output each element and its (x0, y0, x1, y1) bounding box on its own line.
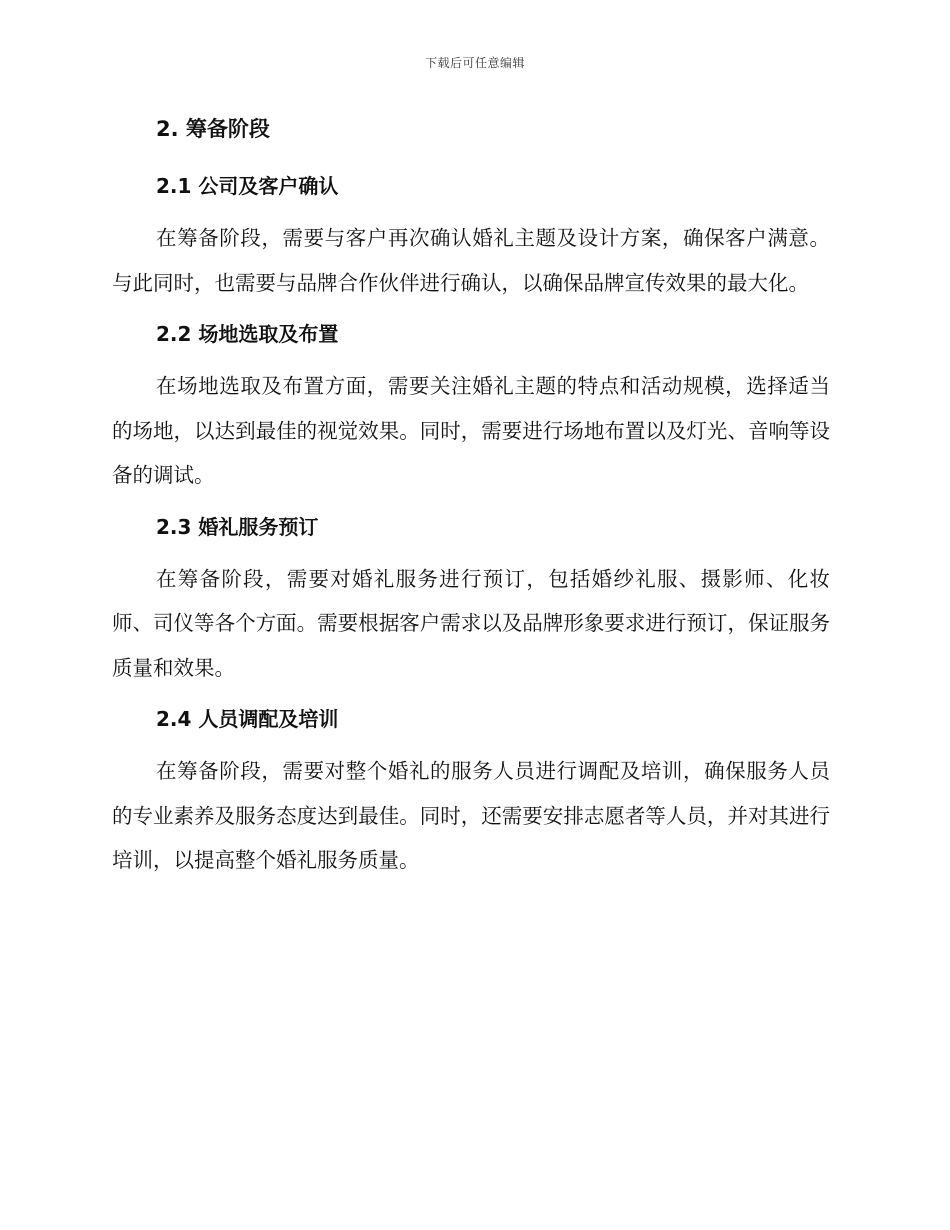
subsection-heading: 2.3 婚礼服务预订 (156, 514, 319, 539)
subsection-2-2 (112, 316, 830, 498)
subsection-2-3 (112, 509, 830, 691)
subsection-heading: 2.2 场地选取及布置 (156, 322, 339, 346)
subsection-heading: 2.4 人员调配及培训 (156, 707, 339, 731)
subsection-2-4 (112, 701, 830, 883)
page-header: 下载后可任意编辑 (424, 56, 525, 70)
subsection-paragraph: 在筹备阶段，需要对婚礼服务进行预订，包括婚纱礼服、摄影师、化妆师、司仪等各个方面。需要根据客户需求以及品牌形象要求进行预订，保证服务质量和效果。 (112, 566, 830, 680)
subsection-2-1 (112, 168, 830, 305)
subsection-heading: 2.1 公司及客户确认 (156, 174, 339, 198)
section-title: 2. 筹备阶段 (156, 117, 270, 141)
subsection-paragraph: 在场地选取及布置方面，需要关注婚礼主题的特点和活动规模，选择适当的场地，以达到最佳的视觉效果。同时，需要进行场地布置以及灯光、音响等设备的调试。 (112, 374, 830, 487)
document-body (112, 110, 830, 883)
subsection-paragraph: 在筹备阶段，需要对整个婚礼的服务人员进行调配及培训，确保服务人员的专业素养及服务态度达到最佳。同时，还需要安排志愿者等人员，并对其进行培训，以提高整个婚礼服务质量。 (112, 759, 830, 872)
subsection-paragraph: 在筹备阶段，需要与客户再次确认婚礼主题及设计方案，确保客户满意。与此同时，也需要与品牌合作伙伴进行确认，以确保品牌宣传效果的最大化。 (112, 226, 830, 295)
